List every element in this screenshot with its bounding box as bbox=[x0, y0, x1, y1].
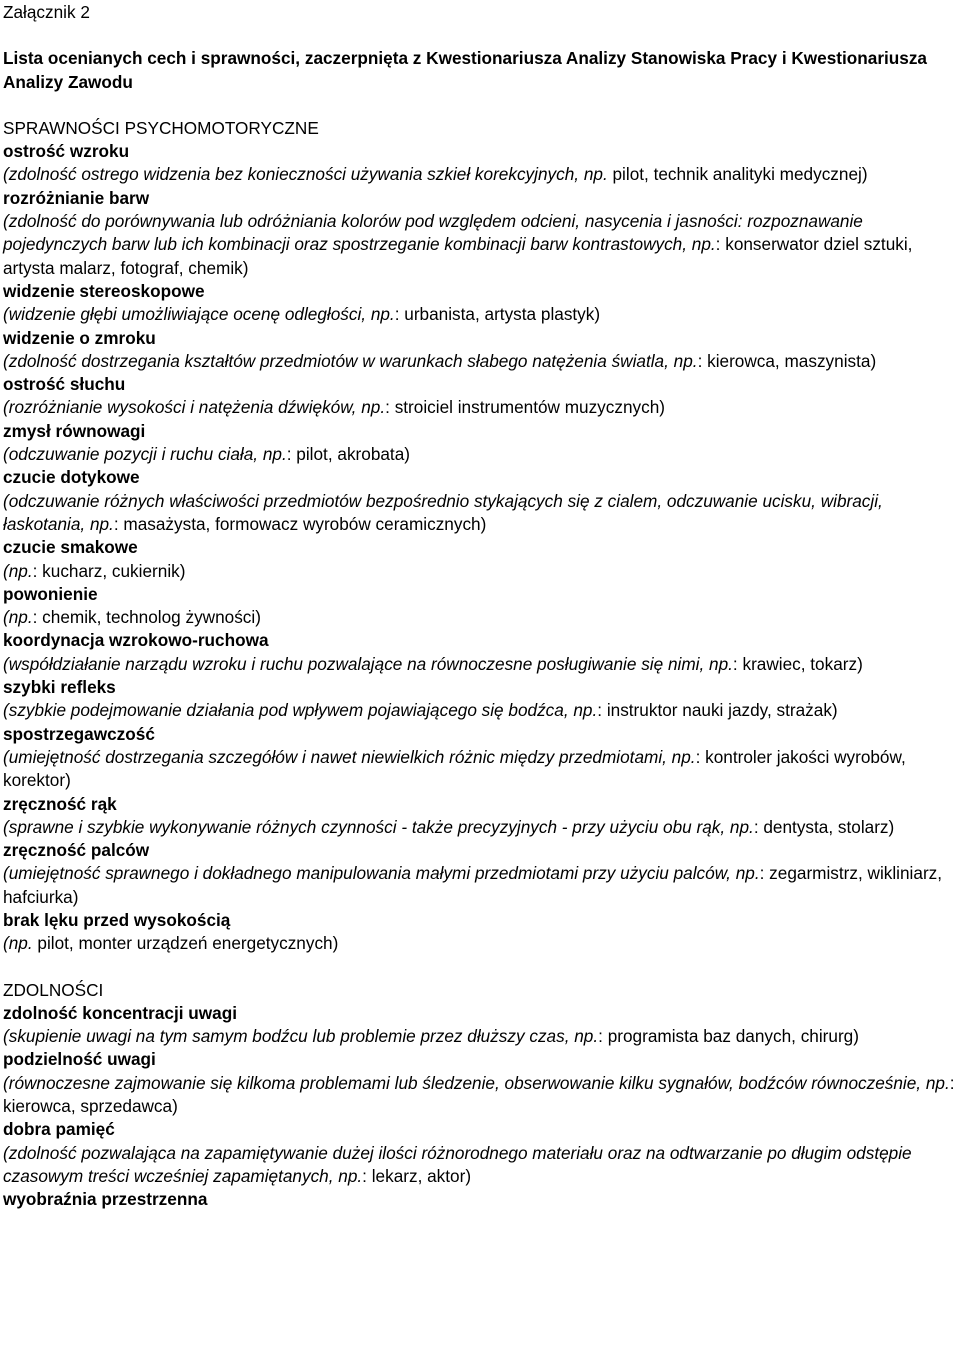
item-description-italic: (umiejętność dostrzegania szczegółów i nawet niewielkich różnic między przedmiotami, np. bbox=[3, 746, 696, 767]
list-item bbox=[3, 583, 957, 630]
item-term: zręczność palców bbox=[3, 840, 150, 861]
item-description-plain: pilot, technik analityki medycznej) bbox=[607, 164, 868, 185]
item-description bbox=[3, 816, 957, 839]
list-item bbox=[3, 909, 957, 956]
item-description-plain: : kierowca, sprzedawca) bbox=[3, 1072, 955, 1117]
list-item bbox=[3, 676, 957, 723]
item-description bbox=[3, 1142, 957, 1189]
list-item bbox=[3, 1002, 957, 1049]
item-description bbox=[3, 490, 957, 537]
section-abilities bbox=[3, 979, 957, 1212]
item-term: powonienie bbox=[3, 583, 98, 604]
item-description-italic: (zdolność ostrego widzenia bez konieczności używania szkieł korekcyjnych, np. bbox=[3, 164, 608, 185]
section-heading: SPRAWNOŚCI PSYCHOMOTORYCZNE bbox=[3, 117, 319, 138]
item-description bbox=[3, 396, 957, 419]
item-description-italic: (równoczesne zajmowanie się kilkoma problemami lub śledzenie, obserwowanie kilku sygnałów, bodźców równocześnie, np. bbox=[3, 1072, 950, 1093]
item-description bbox=[3, 606, 957, 629]
item-description-plain: : konserwator dziel sztuki, artysta malarz, fotograf, chemik) bbox=[3, 234, 913, 278]
item-description bbox=[3, 443, 957, 466]
item-description bbox=[3, 210, 957, 280]
item-description-plain: : kucharz, cukiernik) bbox=[32, 560, 186, 581]
item-description-italic: (odczuwanie pozycji i ruchu ciała, np. bbox=[3, 444, 287, 465]
list-item bbox=[3, 1118, 957, 1188]
item-description-plain: : stroiciel instrumentów muzycznych) bbox=[385, 397, 665, 418]
item-description-italic: (odczuwanie różnych właściwości przedmiotów bezpośrednio stykających się z cialem, odczuwanie ucisku, wibracji, łaskotania, np. bbox=[3, 490, 883, 534]
list-item bbox=[3, 187, 957, 280]
item-description-italic: (np. bbox=[3, 933, 33, 954]
list-item bbox=[3, 536, 957, 583]
document-title: Lista ocenianych cech i sprawności, zaczerpnięta z Kwestionariusza Analizy Stanowiska Pracy i Kwestionariusza Analizy Zawodu bbox=[3, 48, 927, 92]
item-term: dobra pamięć bbox=[3, 1119, 115, 1140]
list-item bbox=[3, 1188, 957, 1211]
item-description-plain: : zegarmistrz, wikliniarz, hafciurka) bbox=[3, 863, 943, 907]
item-description-plain: : instruktor nauki jazdy, strażak) bbox=[597, 700, 838, 721]
list-item bbox=[3, 723, 957, 793]
section-psychomotor bbox=[3, 117, 957, 956]
item-description-italic: (np. bbox=[3, 607, 33, 628]
item-description-plain: : pilot, akrobata) bbox=[286, 444, 410, 465]
item-description-italic: (współdziałanie narządu wzroku i ruchu pozwalające na równoczesne posługiwanie się nimi, np. bbox=[3, 653, 733, 674]
item-description-italic: (zdolność dostrzegania kształtów przedmiotów w warunkach słabego natężenia światla, np. bbox=[3, 350, 698, 371]
item-term: widzenie stereoskopowe bbox=[3, 280, 205, 301]
item-description-italic: (np. bbox=[3, 560, 33, 581]
item-term: zmysł równowagi bbox=[3, 420, 146, 441]
item-term: szybki refleks bbox=[3, 677, 116, 698]
list-item bbox=[3, 793, 957, 840]
item-list bbox=[3, 140, 957, 955]
item-term: koordynacja wzrokowo-ruchowa bbox=[3, 630, 269, 651]
item-description bbox=[3, 1025, 957, 1048]
item-description-plain: : dentysta, stolarz) bbox=[753, 816, 895, 837]
item-description-italic: (rozróżnianie wysokości i natężenia dźwięków, np. bbox=[3, 397, 386, 418]
item-description-plain: : chemik, technolog żywności) bbox=[32, 607, 261, 628]
item-description bbox=[3, 932, 957, 955]
list-item bbox=[3, 420, 957, 467]
item-term: spostrzegawczość bbox=[3, 723, 155, 744]
item-term: rozróżnianie barw bbox=[3, 187, 150, 208]
item-term: zdolność koncentracji uwagi bbox=[3, 1002, 237, 1023]
list-item bbox=[3, 280, 957, 327]
list-item bbox=[3, 466, 957, 536]
annex-label: Załącznik 2 bbox=[3, 2, 90, 22]
section-heading: ZDOLNOŚCI bbox=[3, 979, 104, 1000]
item-description bbox=[3, 746, 957, 793]
item-term: brak lęku przed wysokością bbox=[3, 909, 231, 930]
item-description bbox=[3, 699, 957, 722]
item-description bbox=[3, 163, 957, 186]
item-description-plain: : programista baz danych, chirurg) bbox=[598, 1026, 859, 1047]
item-description-italic: (szybkie podejmowanie działania pod wpływem pojawiającego się bodźca, np. bbox=[3, 700, 598, 721]
item-description bbox=[3, 1072, 957, 1119]
item-description-plain: : krawiec, tokarz) bbox=[732, 653, 863, 674]
item-description-italic: (widzenie głębi umożliwiające ocenę odległości, np. bbox=[3, 304, 395, 325]
list-item bbox=[3, 839, 957, 909]
item-term: czucie dotykowe bbox=[3, 467, 140, 488]
item-description-italic: (sprawne i szybkie wykonywanie różnych czynności - także precyzyjnych - przy użyciu obu rąk, np. bbox=[3, 816, 754, 837]
list-item bbox=[3, 629, 957, 676]
item-term: podzielność uwagi bbox=[3, 1049, 156, 1070]
item-term: ostrość wzroku bbox=[3, 141, 130, 162]
item-description-italic: (skupienie uwagi na tym samym bodźcu lub problemie przez dłuższy czas, np. bbox=[3, 1026, 599, 1047]
item-description-plain: : masażysta, formowacz wyrobów ceramicznych) bbox=[113, 513, 487, 534]
item-term: widzenie o zmroku bbox=[3, 327, 156, 348]
item-description bbox=[3, 862, 957, 909]
item-description-plain: : lekarz, aktor) bbox=[362, 1165, 472, 1186]
item-term: ostrość słuchu bbox=[3, 374, 126, 395]
list-item bbox=[3, 1048, 957, 1118]
item-list bbox=[3, 1002, 957, 1212]
item-description bbox=[3, 303, 957, 326]
item-description bbox=[3, 653, 957, 676]
item-description-plain: : urbanista, artysta plastyk) bbox=[394, 304, 601, 325]
item-description bbox=[3, 560, 957, 583]
item-term: czucie smakowe bbox=[3, 537, 138, 558]
item-description-plain: pilot, monter urządzeń energetycznych) bbox=[32, 933, 339, 954]
item-description-italic: (zdolność pozwalająca na zapamiętywanie dużej ilości różnorodnego materiału oraz na odtwarzanie po długim odstępie czasowym treści wcześniej zapamiętanych, np. bbox=[3, 1142, 912, 1186]
list-item bbox=[3, 140, 957, 187]
item-term: zręczność rąk bbox=[3, 793, 117, 814]
item-description bbox=[3, 350, 957, 373]
item-description-italic: (umiejętność sprawnego i dokładnego manipulowania małymi przedmiotami przy użyciu palców, np. bbox=[3, 863, 760, 884]
item-term: wyobraźnia przestrzenna bbox=[3, 1189, 208, 1210]
item-description-plain: : kierowca, maszynista) bbox=[697, 350, 877, 371]
document-page bbox=[3, 0, 957, 1212]
list-item bbox=[3, 327, 957, 374]
item-description-italic: (zdolność do porównywania lub odróżniania kolorów pod względem odcieni, nasycenia i jasności: rozpoznawanie pojedynczych barw lub ich kombinacji oraz spostrzeganie kombinacji barw kontrastowych, np. bbox=[3, 211, 863, 255]
item-description-plain: : kontroler jakości wyrobów, korektor) bbox=[3, 746, 906, 791]
list-item bbox=[3, 373, 957, 420]
